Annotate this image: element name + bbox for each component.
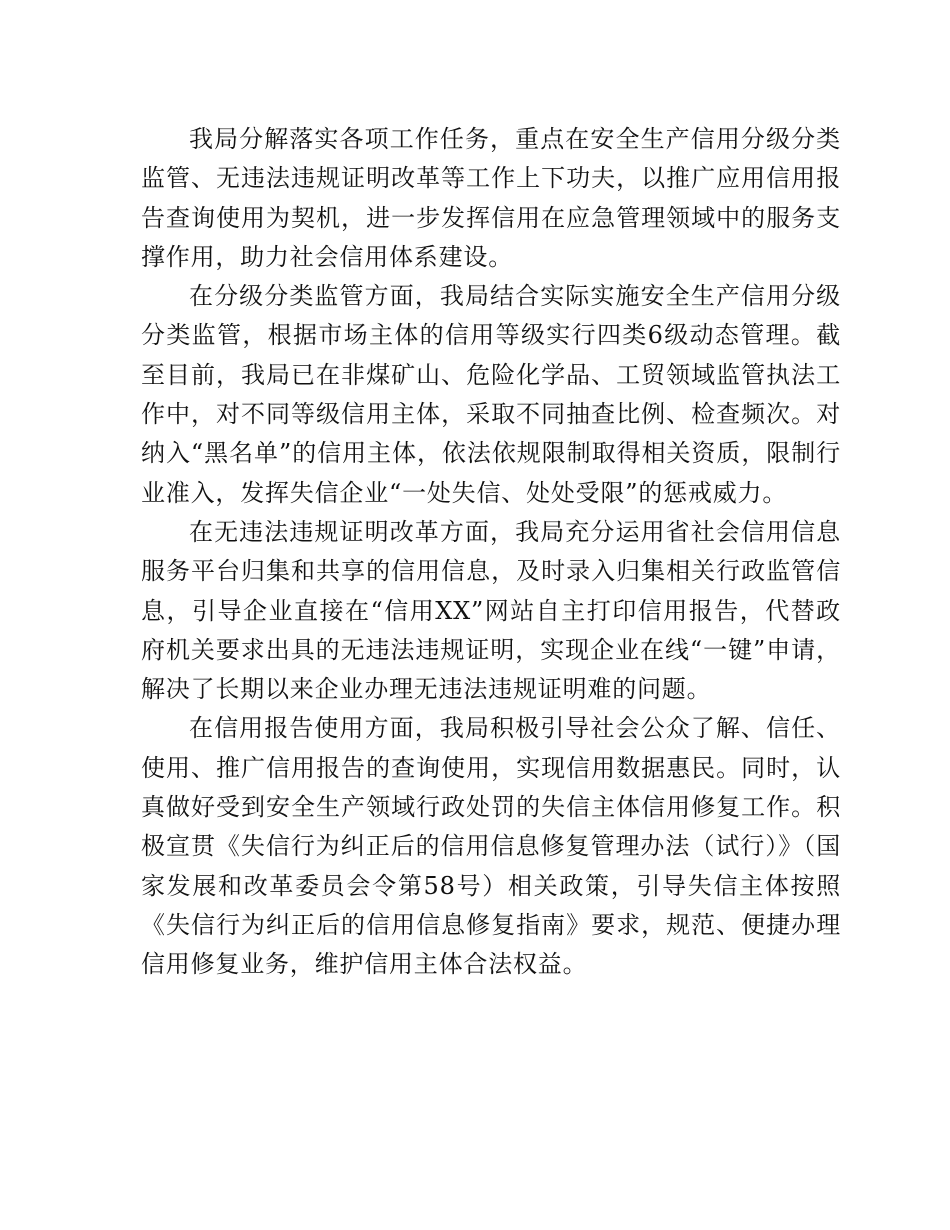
document-body	[141, 120, 841, 985]
paragraph-credit-report-use: 在信用报告使用方面，我局积极引导社会公众了解、信任、使用、推广信用报告的查询使用，实现信用数据惠民。同时，认真做好受到安全生产领域行政处罚的失信主体信用修复工作。积极宣贯《失信行为纠正后的信用信息修复管理办法（试行）》（国家发展和改革委员会令第58号）相关政策，引导失信主体按照《失信行为纠正后的信用信息修复指南》要求，规范、便捷办理信用修复业务，维护信用主体合法权益。	[141, 714, 841, 979]
paragraph-classified-supervision: 在分级分类监管方面，我局结合实际实施安全生产信用分级分类监管，根据市场主体的信用等级实行四类6级动态管理。截至目前，我局已在非煤矿山、危险化学品、工贸领域监管执法工作中，对不同等级信用主体，采取不同抽查比例、检查频次。对纳入“黑名单”的信用主体，依法依规限制取得相关资质，限制行业准入，发挥失信企业“一处失信、处处受限”的惩戒威力。	[141, 282, 841, 507]
paragraph-overview: 我局分解落实各项工作任务，重点在安全生产信用分级分类监管、无违法违规证明改革等工作上下功夫，以推广应用信用报告查询使用为契机，进一步发挥信用在应急管理领域中的服务支撑作用，助力社会信用体系建设。	[141, 125, 841, 271]
paragraph-no-violation-certificate: 在无违法违规证明改革方面，我局充分运用省社会信用信息服务平台归集和共享的信用信息，及时录入归集相关行政监管信息，引导企业直接在“信用XX”网站自主打印信用报告，代替政府机关要求出具的无违法违规证明，实现企业在线“一键”申请，解决了长期以来企业办理无违法违规证明难的问题。	[141, 517, 841, 704]
